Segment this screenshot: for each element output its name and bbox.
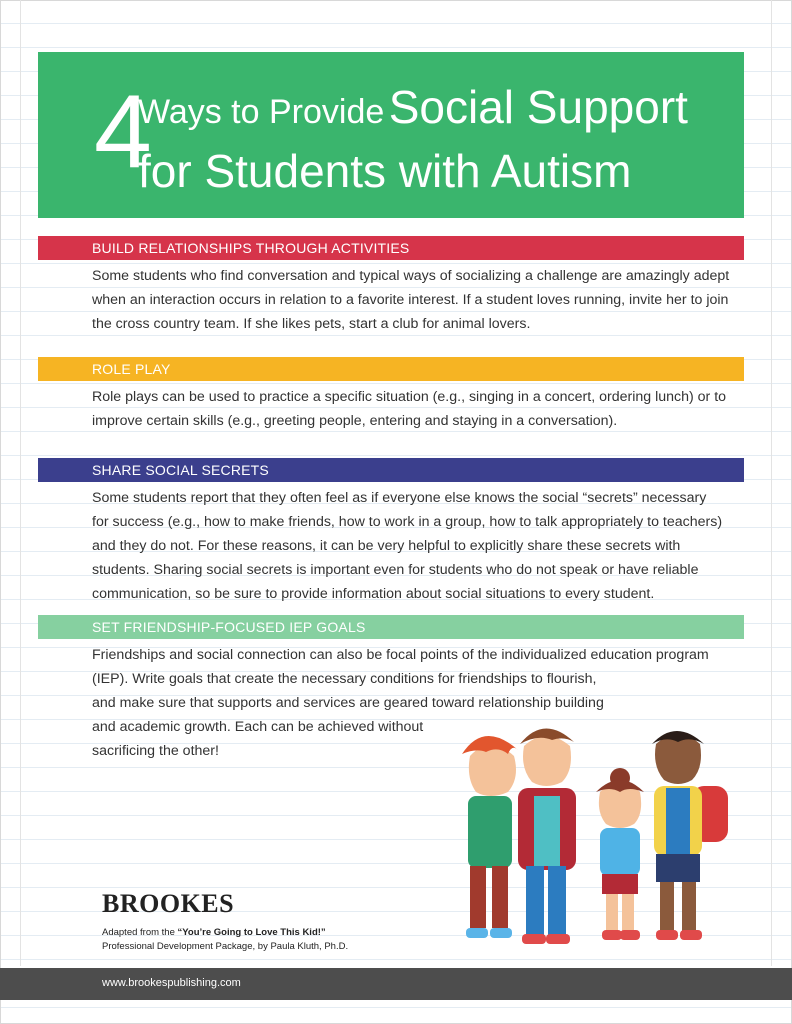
credit-prefix: Adapted from the xyxy=(102,927,178,938)
section-heading-label: ROLE PLAY xyxy=(92,361,171,377)
credit-line-2: Professional Development Package, by Paula Kluth, Ph.D. xyxy=(102,941,349,952)
credit-title: “You’re Going to Love This Kid!” xyxy=(177,927,326,938)
footer-url[interactable]: www.brookespublishing.com xyxy=(102,977,241,989)
title-line-2: for Students with Autism xyxy=(138,145,632,197)
body-line: and they do not. For these reasons, it can be very helpful to explicitly share these secrets with xyxy=(92,538,681,554)
section-heading-role-play xyxy=(38,357,744,381)
source-credit xyxy=(102,926,348,954)
body-line: students. Sharing social secrets is important even for students who do not speak or have reliable xyxy=(92,562,699,578)
body-line: communication, so be sure to provide information about social situations to every student. xyxy=(92,586,655,602)
notebook-margin-right xyxy=(771,0,772,966)
notebook-margin-left xyxy=(20,0,21,966)
section-heading-label: SET FRIENDSHIP-FOCUSED IEP GOALS xyxy=(92,619,366,635)
body-line: Friendships and social connection can also be focal points of the individualized education program xyxy=(92,647,709,663)
title-part-1: Ways to Provide xyxy=(138,93,385,131)
body-line: improve certain skills (e.g., greeting people, entering and staying in a conversation). xyxy=(92,413,618,429)
footer-bar xyxy=(0,968,792,1000)
section-body-share-secrets xyxy=(92,486,732,606)
body-line: Role plays can be used to practice a specific situation (e.g., singing in a concert, ordering lunch) or to xyxy=(92,389,727,405)
body-line: and make sure that supports and services are geared toward relationship building xyxy=(92,695,604,711)
section-heading-label: SHARE SOCIAL SECRETS xyxy=(92,462,269,478)
section-heading-label: BUILD RELATIONSHIPS THROUGH ACTIVITIES xyxy=(92,240,410,256)
body-line: (IEP). Write goals that create the necessary conditions for friendships to flourish, xyxy=(92,671,597,687)
body-line: Some students report that they often feel as if everyone else knows the social “secrets” necessary xyxy=(92,490,707,506)
students-illustration xyxy=(430,716,750,956)
section-heading-build-relationships xyxy=(38,236,744,260)
body-line: and academic growth. Each can be achieved without xyxy=(92,719,424,735)
student-figure-1 xyxy=(462,736,518,938)
title-part-2: Social Support xyxy=(388,81,688,133)
section-heading-share-secrets xyxy=(38,458,744,482)
section-heading-iep-goals xyxy=(38,615,744,639)
student-figure-4 xyxy=(652,731,728,940)
section-body-role-play xyxy=(92,385,732,433)
body-line: the cross country team. If she likes pets, start a club for animal lovers. xyxy=(92,316,531,332)
body-line: sacrificing the other! xyxy=(92,743,219,759)
title-number: 4 xyxy=(94,74,152,190)
title-line-1 xyxy=(138,81,688,133)
body-line: when an interaction occurs in relation to a favorite interest. If a student loves running, invite her to join xyxy=(92,292,729,308)
title-banner xyxy=(38,52,744,218)
student-figure-2 xyxy=(518,728,576,944)
body-line: Some students who find conversation and typical ways of socializing a challenge are amazingly adept xyxy=(92,268,730,284)
body-line: for success (e.g., how to make friends, how to work in a group, how to talk appropriately to teachers) xyxy=(92,514,723,530)
student-figure-3 xyxy=(596,768,644,940)
section-body-build-relationships xyxy=(92,264,732,336)
brookes-logo: BROOKES xyxy=(102,889,235,918)
